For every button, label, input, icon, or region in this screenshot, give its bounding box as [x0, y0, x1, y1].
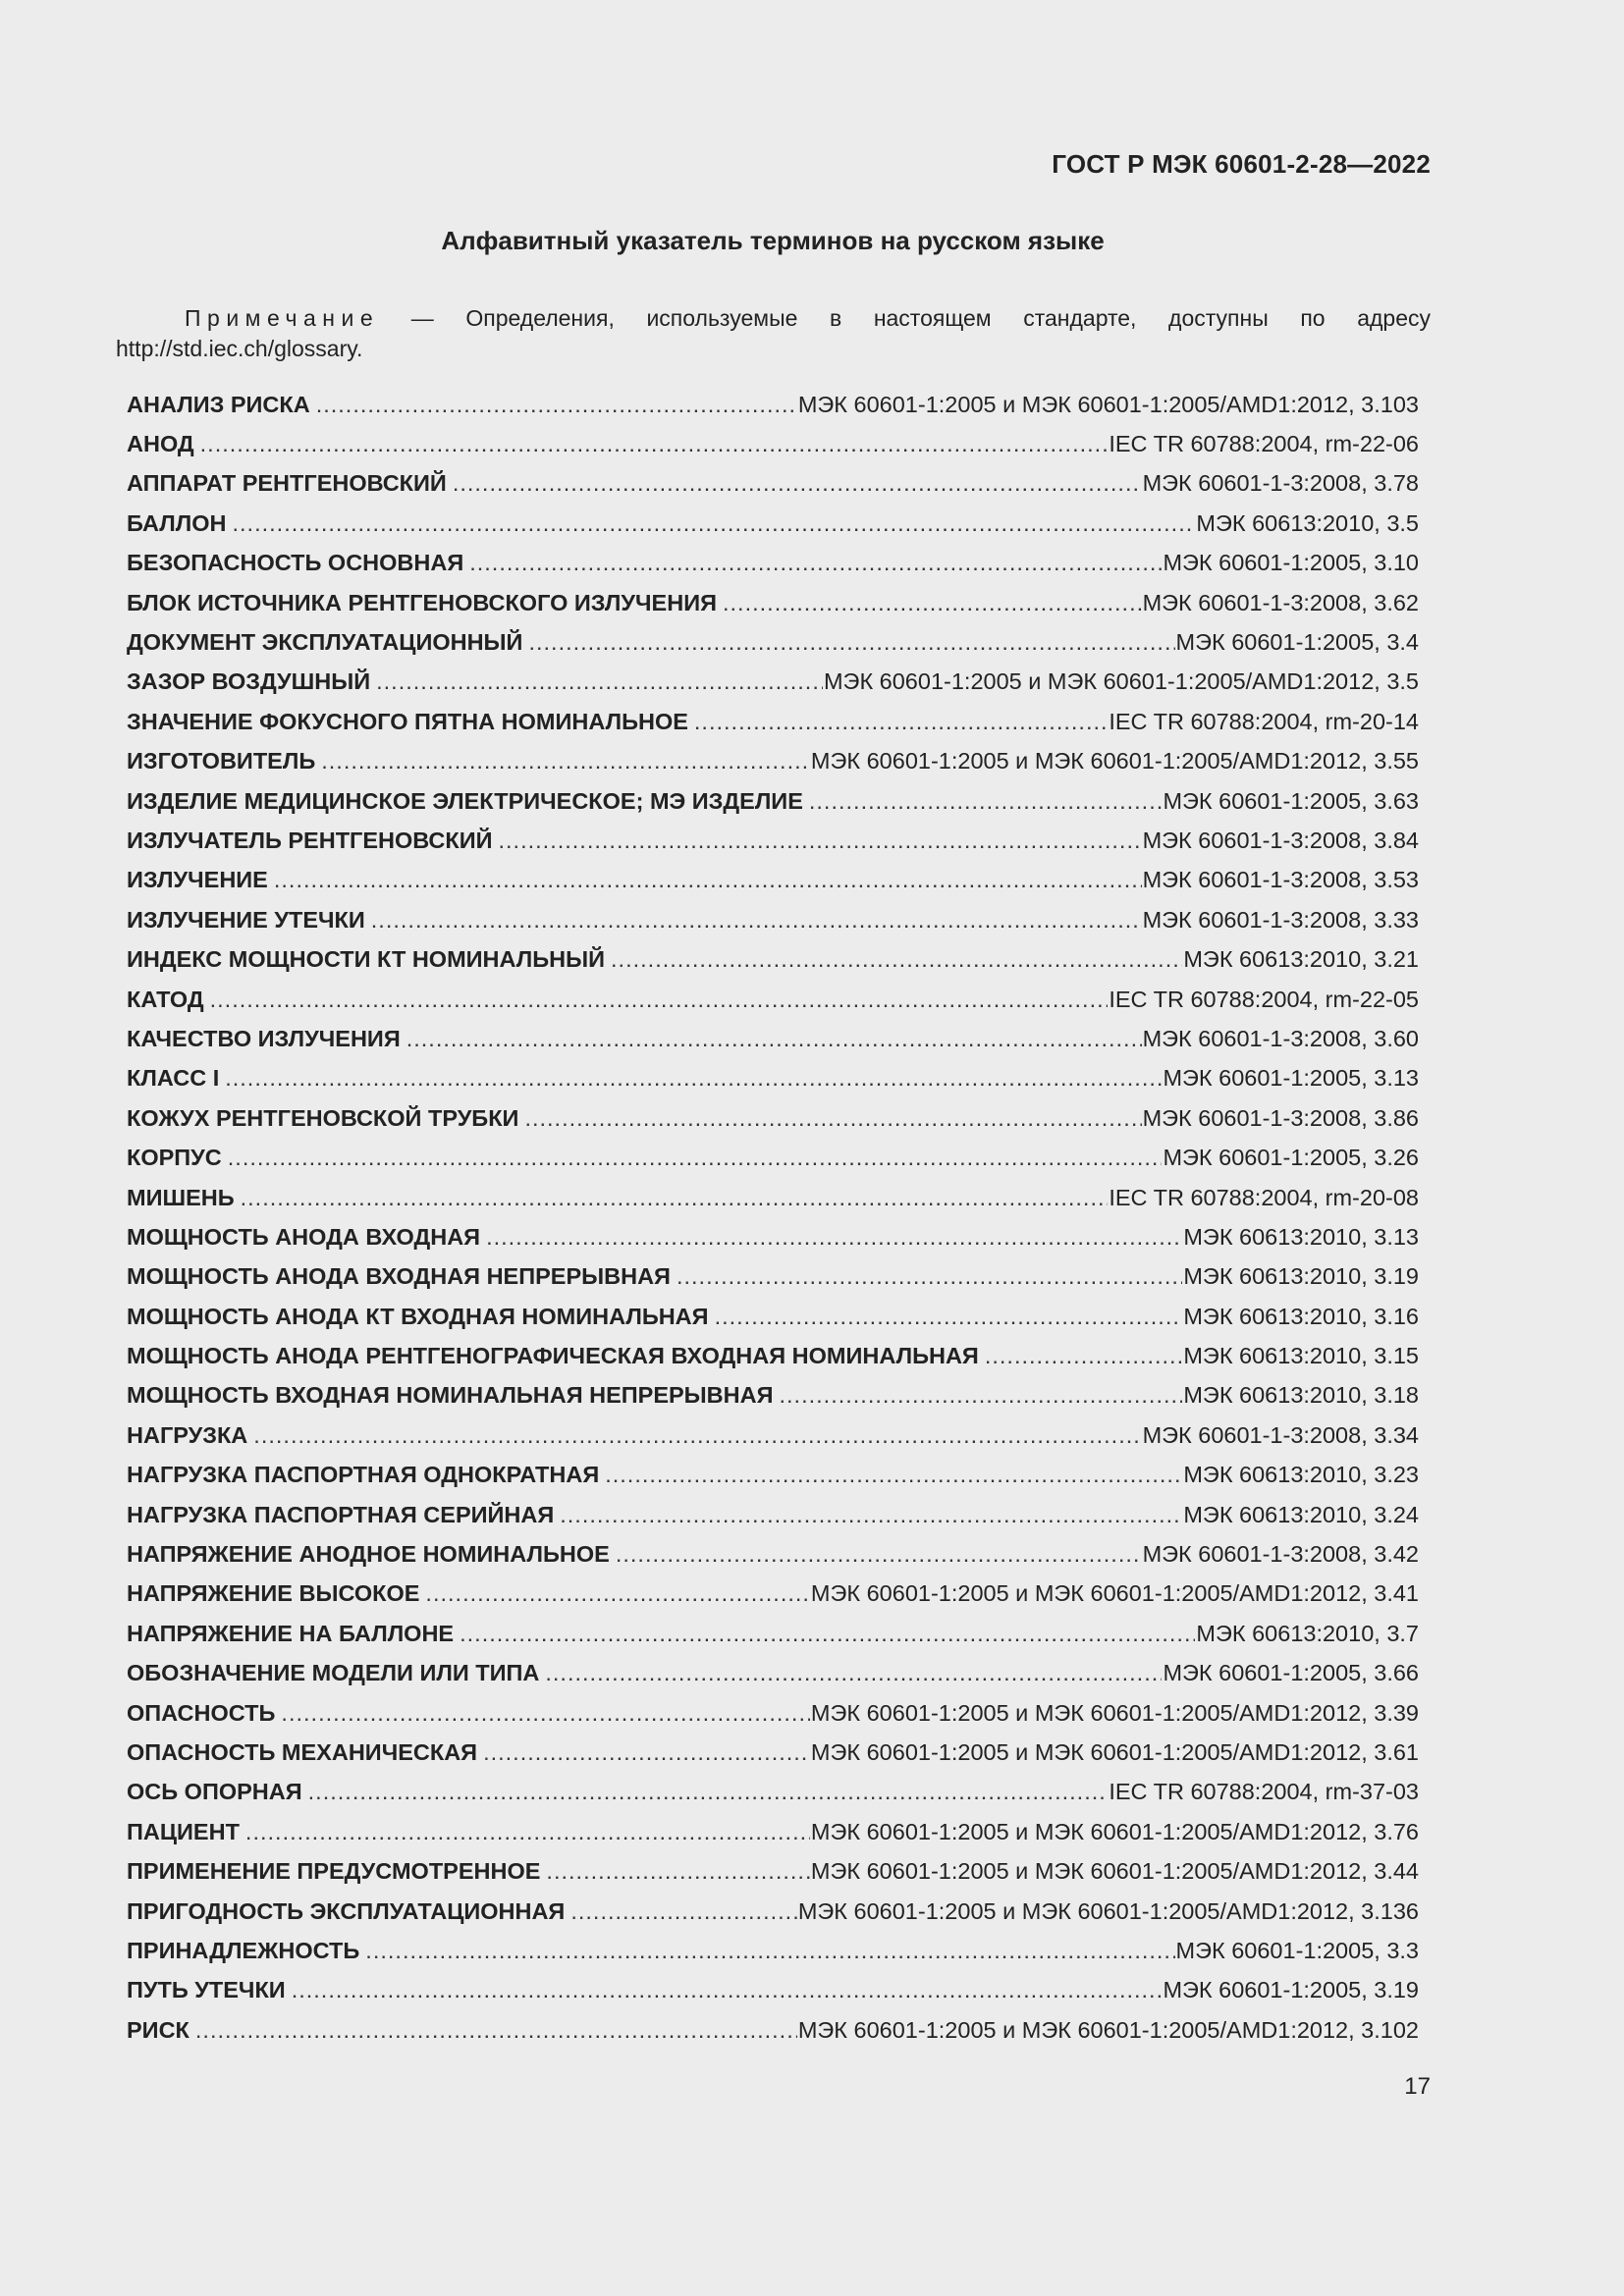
index-term: АНОД [127, 431, 194, 457]
index-term: АНАЛИЗ РИСКА [127, 391, 310, 417]
index-term: ИНДЕКС МОЩНОСТИ КТ НОМИНАЛЬНЫЙ [127, 946, 606, 973]
dot-leader [195, 2017, 797, 2044]
dot-leader [281, 1700, 810, 1727]
note-text: — Определения, используемые в настоящем стандарте, доступны по адресу http://std.iec.ch/glossary. [116, 305, 1431, 361]
dot-leader [677, 1263, 1182, 1290]
index-term: КАЧЕСТВО ИЗЛУЧЕНИЯ [127, 1025, 401, 1051]
index-term: ПРИМЕНЕНИЕ ПРЕДУСМОТРЕННОЕ [127, 1858, 541, 1885]
index-reference: МЭК 60601-1:2005, 3.66 [1163, 1660, 1419, 1686]
standard-designation: ГОСТ Р МЭК 60601-2-28—2022 [1052, 149, 1431, 179]
term-index-list [127, 385, 1419, 2050]
index-term: БАЛЛОН [127, 509, 227, 536]
index-entry [127, 1217, 1419, 1256]
dot-leader [616, 1541, 1142, 1568]
dot-leader [308, 1779, 1109, 1805]
index-entry [127, 1376, 1419, 1415]
index-term: НАГРУЗКА ПАСПОРТНАЯ СЕРИЙНАЯ [127, 1501, 555, 1527]
dot-leader [469, 550, 1162, 576]
dot-leader [605, 1462, 1182, 1488]
dot-leader [545, 1660, 1162, 1686]
index-reference: МЭК 60613:2010, 3.5 [1196, 509, 1419, 536]
index-entry [127, 821, 1419, 860]
index-entry [127, 1654, 1419, 1693]
index-term: НАГРУЗКА [127, 1421, 248, 1448]
index-reference: МЭК 60613:2010, 3.19 [1183, 1263, 1419, 1290]
dot-leader [225, 1065, 1162, 1092]
dot-leader [570, 1898, 797, 1925]
dot-leader [292, 1977, 1163, 2003]
index-entry [127, 1415, 1419, 1455]
index-entry [127, 742, 1419, 781]
index-reference: МЭК 60601-1:2005 и МЭК 60601-1:2005/AMD1:2012, 3.136 [797, 1897, 1419, 1924]
index-term: КОЖУХ РЕНТГЕНОВСКОЙ ТРУБКИ [127, 1104, 519, 1131]
index-entry [127, 939, 1419, 979]
dot-leader [316, 392, 797, 418]
index-reference: МЭК 60601-1:2005 и МЭК 60601-1:2005/AMD1:2012, 3.103 [797, 391, 1419, 417]
index-reference: МЭК 60601-1:2005, 3.63 [1163, 787, 1419, 814]
dot-leader [371, 907, 1142, 934]
dot-leader [524, 1105, 1141, 1132]
dot-leader [253, 1422, 1141, 1449]
dot-leader [245, 1819, 810, 1845]
dot-leader [546, 1858, 810, 1885]
index-reference: МЭК 60613:2010, 3.15 [1183, 1343, 1419, 1369]
index-reference: МЭК 60601-1-3:2008, 3.78 [1142, 470, 1419, 497]
index-entry [127, 544, 1419, 583]
index-term: НАПРЯЖЕНИЕ АНОДНОЕ НОМИНАЛЬНОЕ [127, 1541, 610, 1568]
index-term: ИЗЛУЧЕНИЕ [127, 867, 268, 893]
index-reference: МЭК 60613:2010, 3.23 [1183, 1462, 1419, 1488]
index-term: НАГРУЗКА ПАСПОРТНАЯ ОДНОКРАТНАЯ [127, 1462, 600, 1488]
dot-leader [483, 1739, 810, 1766]
index-reference: IEC TR 60788:2004, rm-22-05 [1109, 986, 1419, 1012]
index-reference: МЭК 60601-1:2005, 3.10 [1163, 550, 1419, 576]
index-reference: МЭК 60601-1:2005, 3.3 [1175, 1937, 1419, 1963]
index-term: КАТОД [127, 986, 204, 1012]
index-reference: МЭК 60601-1:2005, 3.4 [1175, 629, 1419, 656]
index-term: МОЩНОСТЬ ВХОДНАЯ НОМИНАЛЬНАЯ НЕПРЕРЫВНАЯ [127, 1382, 774, 1409]
index-term: ОСЬ ОПОРНАЯ [127, 1779, 302, 1805]
index-reference: МЭК 60601-1:2005 и МЭК 60601-1:2005/AMD1:2012, 3.102 [797, 2016, 1419, 2043]
index-entry [127, 1971, 1419, 2010]
index-entry [127, 1931, 1419, 1970]
index-reference: МЭК 60613:2010, 3.24 [1183, 1501, 1419, 1527]
dot-leader [498, 828, 1141, 854]
index-entry [127, 464, 1419, 504]
dot-leader [200, 431, 1109, 457]
index-term: РИСК [127, 2016, 189, 2043]
index-entry [127, 1178, 1419, 1217]
index-entry [127, 1851, 1419, 1891]
index-reference: МЭК 60601-1-3:2008, 3.33 [1142, 906, 1419, 933]
index-entry [127, 1892, 1419, 1931]
index-entry [127, 1297, 1419, 1336]
index-reference: МЭК 60601-1:2005 и МЭК 60601-1:2005/AMD1:2012, 3.76 [810, 1818, 1419, 1844]
index-reference: МЭК 60601-1:2005, 3.13 [1163, 1065, 1419, 1092]
index-term: НАПРЯЖЕНИЕ ВЫСОКОЕ [127, 1580, 420, 1607]
index-term: АППАРАТ РЕНТГЕНОВСКИЙ [127, 470, 447, 497]
page-number: 17 [1404, 2073, 1431, 2100]
note-label: Примечание [185, 305, 380, 331]
index-entry [127, 385, 1419, 424]
index-term: ДОКУМЕНТ ЭКСПЛУАТАЦИОННЫЙ [127, 629, 523, 656]
dot-leader [460, 1621, 1195, 1647]
index-reference: МЭК 60601-1:2005 и МЭК 60601-1:2005/AMD1:2012, 3.41 [810, 1580, 1419, 1607]
index-term: ИЗЛУЧАТЕЛЬ РЕНТГЕНОВСКИЙ [127, 827, 493, 853]
index-entry [127, 1257, 1419, 1297]
index-reference: МЭК 60601-1-3:2008, 3.34 [1142, 1421, 1419, 1448]
index-reference: МЭК 60601-1:2005 и МЭК 60601-1:2005/AMD1:2012, 3.61 [810, 1738, 1419, 1765]
index-term: ОБОЗНАЧЕНИЕ МОДЕЛИ ИЛИ ТИПА [127, 1660, 540, 1686]
index-entry [127, 424, 1419, 463]
index-reference: МЭК 60601-1-3:2008, 3.86 [1142, 1104, 1419, 1131]
dot-leader [453, 470, 1142, 497]
index-reference: МЭК 60613:2010, 3.13 [1183, 1223, 1419, 1250]
index-term: НАПРЯЖЕНИЕ НА БАЛЛОНЕ [127, 1620, 455, 1646]
note-paragraph [116, 303, 1431, 364]
index-entry [127, 1773, 1419, 1812]
index-term: БЕЗОПАСНОСТЬ ОСНОВНАЯ [127, 550, 464, 576]
index-reference: МЭК 60601-1:2005, 3.19 [1163, 1977, 1419, 2003]
dot-leader [321, 748, 810, 774]
index-reference: МЭК 60613:2010, 3.16 [1183, 1303, 1419, 1329]
dot-leader [779, 1382, 1182, 1409]
index-reference: МЭК 60601-1-3:2008, 3.84 [1142, 827, 1419, 853]
index-reference: МЭК 60601-1:2005 и МЭК 60601-1:2005/AMD1:2012, 3.39 [810, 1699, 1419, 1726]
index-entry [127, 2010, 1419, 2050]
index-reference: МЭК 60601-1:2005 и МЭК 60601-1:2005/AMD1:2012, 3.5 [823, 668, 1419, 695]
index-reference: IEC TR 60788:2004, rm-20-14 [1109, 708, 1419, 734]
index-term: ЗНАЧЕНИЕ ФОКУСНОГО ПЯТНА НОМИНАЛЬНОЕ [127, 708, 688, 734]
index-term: МОЩНОСТЬ АНОДА ВХОДНАЯ [127, 1223, 481, 1250]
dot-leader [809, 788, 1163, 815]
index-entry [127, 781, 1419, 821]
dot-leader [694, 709, 1108, 735]
index-reference: IEC TR 60788:2004, rm-37-03 [1109, 1779, 1419, 1805]
index-reference: МЭК 60601-1:2005 и МЭК 60601-1:2005/AMD1:2012, 3.44 [810, 1858, 1419, 1885]
index-term: МОЩНОСТЬ АНОДА РЕНТГЕНОГРАФИЧЕСКАЯ ВХОДНАЯ НОМИНАЛЬНАЯ [127, 1343, 979, 1369]
index-term: МОЩНОСТЬ АНОДА КТ ВХОДНАЯ НОМИНАЛЬНАЯ [127, 1303, 709, 1329]
dot-leader [232, 510, 1195, 537]
index-entry [127, 1812, 1419, 1851]
index-entry [127, 583, 1419, 622]
index-term: ОПАСНОСТЬ МЕХАНИЧЕСКАЯ [127, 1738, 478, 1765]
index-reference: МЭК 60613:2010, 3.21 [1183, 946, 1419, 973]
index-entry [127, 980, 1419, 1019]
index-term: КОРПУС [127, 1145, 222, 1171]
dot-leader [560, 1502, 1182, 1528]
index-reference: МЭК 60613:2010, 3.18 [1183, 1382, 1419, 1409]
index-entry [127, 1138, 1419, 1177]
index-entry [127, 861, 1419, 900]
dot-leader [274, 867, 1142, 893]
index-term: ПРИНАДЛЕЖНОСТЬ [127, 1937, 360, 1963]
dot-leader [365, 1938, 1174, 1964]
dot-leader [985, 1343, 1183, 1369]
index-entry [127, 1456, 1419, 1495]
index-reference: МЭК 60601-1:2005, 3.26 [1163, 1145, 1419, 1171]
index-entry [127, 1575, 1419, 1614]
index-term: ПАЦИЕНТ [127, 1818, 240, 1844]
dot-leader [528, 629, 1174, 656]
index-reference: МЭК 60601-1-3:2008, 3.53 [1142, 867, 1419, 893]
index-entry [127, 1693, 1419, 1733]
index-term: БЛОК ИСТОЧНИКА РЕНТГЕНОВСКОГО ИЗЛУЧЕНИЯ [127, 589, 717, 615]
index-reference: МЭК 60601-1-3:2008, 3.60 [1142, 1025, 1419, 1051]
dot-leader [715, 1304, 1183, 1330]
dot-leader [486, 1224, 1182, 1251]
index-reference: МЭК 60601-1-3:2008, 3.42 [1142, 1541, 1419, 1568]
index-entry [127, 504, 1419, 543]
index-entry [127, 900, 1419, 939]
dot-leader [723, 590, 1142, 616]
index-entry [127, 1336, 1419, 1375]
index-entry [127, 1098, 1419, 1138]
dot-leader [210, 987, 1109, 1013]
index-reference: IEC TR 60788:2004, rm-20-08 [1109, 1184, 1419, 1210]
index-reference: МЭК 60613:2010, 3.7 [1196, 1620, 1419, 1646]
dot-leader [241, 1185, 1109, 1211]
index-term: ОПАСНОСТЬ [127, 1699, 276, 1726]
index-reference: IEC TR 60788:2004, rm-22-06 [1109, 431, 1419, 457]
dot-leader [228, 1145, 1163, 1171]
index-term: ИЗГОТОВИТЕЛЬ [127, 748, 316, 774]
index-entry [127, 663, 1419, 702]
index-term: ЗАЗОР ВОЗДУШНЫЙ [127, 668, 371, 695]
index-entry [127, 1019, 1419, 1058]
index-term: МИШЕНЬ [127, 1184, 235, 1210]
index-entry [127, 1614, 1419, 1653]
index-term: МОЩНОСТЬ АНОДА ВХОДНАЯ НЕПРЕРЫВНАЯ [127, 1263, 671, 1290]
dot-leader [425, 1580, 810, 1607]
index-entry [127, 622, 1419, 662]
index-term: ИЗДЕЛИЕ МЕДИЦИНСКОЕ ЭЛЕКТРИЧЕСКОЕ; МЭ ИЗДЕЛИЕ [127, 787, 803, 814]
index-term: ИЗЛУЧЕНИЕ УТЕЧКИ [127, 906, 365, 933]
dot-leader [406, 1026, 1142, 1052]
index-entry [127, 1495, 1419, 1534]
dot-leader [611, 946, 1182, 973]
dot-leader [376, 668, 823, 695]
index-entry [127, 1059, 1419, 1098]
index-reference: МЭК 60601-1-3:2008, 3.62 [1142, 589, 1419, 615]
index-reference: МЭК 60601-1:2005 и МЭК 60601-1:2005/AMD1:2012, 3.55 [810, 748, 1419, 774]
index-entry [127, 1733, 1419, 1772]
index-term: КЛАСС I [127, 1065, 220, 1092]
index-term: ПРИГОДНОСТЬ ЭКСПЛУАТАЦИОННАЯ [127, 1897, 566, 1924]
section-title: Алфавитный указатель терминов на русском языке [441, 226, 1105, 255]
index-entry [127, 702, 1419, 741]
index-entry [127, 1534, 1419, 1574]
index-term: ПУТЬ УТЕЧКИ [127, 1977, 286, 2003]
